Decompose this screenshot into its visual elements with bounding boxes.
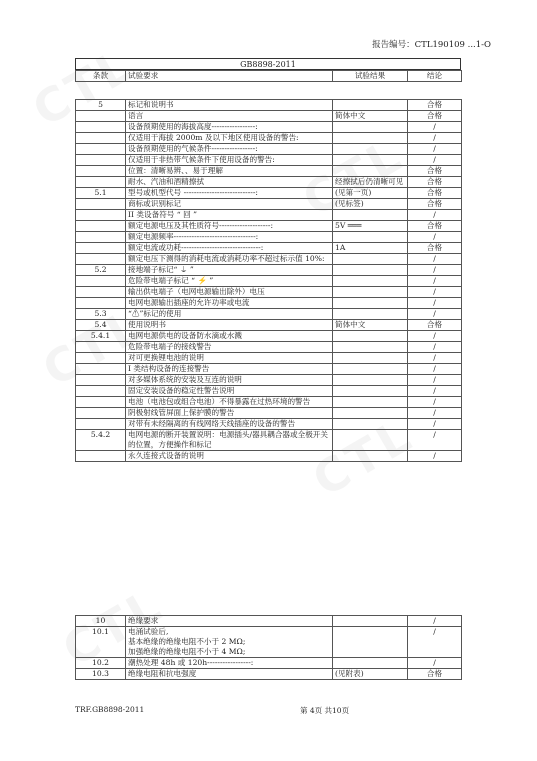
standard-title: GB8898-2011 <box>75 58 461 70</box>
table-row <box>76 111 462 122</box>
table-row <box>76 669 462 680</box>
clause-cell <box>76 133 126 144</box>
column-header-result: 试验结果 <box>333 71 408 82</box>
clause-cell <box>76 122 126 133</box>
verdict-cell: 合格 <box>408 111 462 122</box>
verdict-cell: 合格 <box>408 320 462 331</box>
requirement-cell: I 类结构设备的连接警告 <box>126 364 333 375</box>
clause-cell <box>76 386 126 397</box>
table-row <box>76 122 462 133</box>
result-cell <box>333 133 408 144</box>
form-code: TRF.GB8898-2011 <box>75 705 145 714</box>
result-cell <box>333 100 408 111</box>
table-row <box>76 276 462 287</box>
requirement-cell: 位置：清晰易辨、、易于理解 <box>126 166 333 177</box>
result-cell <box>333 451 408 462</box>
table-row <box>76 627 462 658</box>
table-row <box>76 199 462 210</box>
result-cell: 简体中文 <box>333 320 408 331</box>
clause-cell: 5.3 <box>76 309 126 320</box>
requirement-cell: 额定电源频率--------------------------------: <box>126 232 333 243</box>
clause-cell <box>76 397 126 408</box>
clause-cell <box>76 221 126 232</box>
report-number: 报告编号：CTL190109 ...1-O <box>372 40 491 50</box>
verdict-cell: / <box>408 353 462 364</box>
verdict-cell: 合格 <box>408 199 462 210</box>
verdict-cell: / <box>408 254 462 265</box>
result-cell: 1A <box>333 243 408 254</box>
clause-cell <box>76 342 126 353</box>
requirement-cell: 对带有未经隔离的有线网络天线插座的设备的警告 <box>126 419 333 430</box>
verdict-cell: / <box>408 627 462 658</box>
requirement-cell: 型号或机型代号 ----------------------------: <box>126 188 333 199</box>
result-cell <box>333 627 408 658</box>
result-cell <box>333 342 408 353</box>
table-row <box>76 155 462 166</box>
result-cell <box>333 122 408 133</box>
column-header-table <box>75 70 462 82</box>
result-cell <box>333 210 408 221</box>
requirement-cell: 电网电源输出插座的允许功率或电流 <box>126 298 333 309</box>
table-row <box>76 243 462 254</box>
requirement-cell: 额定电流或功耗-------------------------------: <box>126 243 333 254</box>
table-row <box>76 188 462 199</box>
verdict-cell: / <box>408 375 462 386</box>
table-row <box>76 331 462 342</box>
verdict-cell: 合格 <box>408 166 462 177</box>
verdict-cell: / <box>408 658 462 669</box>
table-row <box>76 177 462 188</box>
verdict-cell: 合格 <box>408 188 462 199</box>
table-row <box>76 451 462 462</box>
table-row <box>76 287 462 298</box>
result-cell <box>333 353 408 364</box>
result-cell <box>333 144 408 155</box>
result-cell <box>333 309 408 320</box>
verdict-cell: 合格 <box>408 221 462 232</box>
result-cell <box>333 265 408 276</box>
verdict-cell: 合格 <box>408 100 462 111</box>
requirement-cell: 固定安装设备的稳定性警告说明 <box>126 386 333 397</box>
requirement-cell: 额定电源电压及其性质符号--------------------: <box>126 221 333 232</box>
requirement-cell: “⚠”标记的使用 <box>126 309 333 320</box>
verdict-cell: / <box>408 276 462 287</box>
clause-cell: 10.3 <box>76 669 126 680</box>
result-cell: 简体中文 <box>333 111 408 122</box>
verdict-cell: / <box>408 133 462 144</box>
verdict-cell: / <box>408 451 462 462</box>
result-cell <box>333 166 408 177</box>
requirement-cell: 对可更换锂电池的说明 <box>126 353 333 364</box>
clause-cell <box>76 243 126 254</box>
result-cell <box>333 397 408 408</box>
verdict-cell: 合格 <box>408 669 462 680</box>
clause-cell <box>76 177 126 188</box>
clause-cell: 10.1 <box>76 627 126 658</box>
clause-cell <box>76 254 126 265</box>
clause-cell <box>76 451 126 462</box>
clause-cell <box>76 144 126 155</box>
verdict-cell: / <box>408 210 462 221</box>
requirement-cell: 接地端子标记“ ⏚ ” <box>126 265 333 276</box>
requirement-cell: 电涌试验后, 基本绝缘的绝缘电阻不小于 2 MΩ; 加强绝缘的绝缘电阻不小于 4 MΩ; <box>126 627 333 658</box>
table-row <box>76 100 462 111</box>
result-cell <box>333 331 408 342</box>
clause-cell: 10 <box>76 616 126 627</box>
requirement-cell: 设备预期使用的气候条件-----------------: <box>126 144 333 155</box>
clause-cell: 5 <box>76 100 126 111</box>
table-row <box>76 265 462 276</box>
requirement-cell: 设备预期使用的海拔高度-----------------: <box>126 122 333 133</box>
requirement-cell: 输出供电端子（电网电源输出除外）电压 <box>126 287 333 298</box>
result-cell <box>333 155 408 166</box>
table-row <box>76 430 462 451</box>
clause-cell <box>76 298 126 309</box>
clause-cell <box>76 276 126 287</box>
clause-cell <box>76 166 126 177</box>
verdict-cell: / <box>408 364 462 375</box>
table-row <box>76 133 462 144</box>
clause-cell <box>76 408 126 419</box>
clause-cell: 5.4 <box>76 320 126 331</box>
requirement-cell: 危险带电端子的接线警告 <box>126 342 333 353</box>
requirement-cell: 危险带电端子标记 “ ⚡ ” <box>126 276 333 287</box>
table-row <box>76 408 462 419</box>
requirement-cell: 商标或识别标记 <box>126 199 333 210</box>
clause-cell <box>76 210 126 221</box>
table-row <box>76 232 462 243</box>
requirement-cell: 绝缘要求 <box>126 616 333 627</box>
clause-table-marking <box>75 99 462 462</box>
result-cell: (见附表) <box>333 669 408 680</box>
requirement-cell: 永久连接式设备的说明 <box>126 451 333 462</box>
requirement-cell: 仅适用于非热带气候条件下使用设备的警告: <box>126 155 333 166</box>
result-cell <box>333 386 408 397</box>
table-row <box>76 166 462 177</box>
verdict-cell: / <box>408 287 462 298</box>
clause-cell <box>76 287 126 298</box>
table-row <box>76 298 462 309</box>
result-cell: 5V ═══ <box>333 221 408 232</box>
clause-cell: 10.2 <box>76 658 126 669</box>
requirement-cell: II 类设备符号 “ 回 ” <box>126 210 333 221</box>
table-row <box>76 254 462 265</box>
table-row <box>76 419 462 430</box>
requirement-cell: 阴极射线管屏面上保护膜的警告 <box>126 408 333 419</box>
table-row <box>76 386 462 397</box>
clause-cell <box>76 111 126 122</box>
requirement-cell: 标记和说明书 <box>126 100 333 111</box>
column-header-requirement: 试验要求 <box>126 71 333 82</box>
verdict-cell: / <box>408 144 462 155</box>
result-cell: 经擦拭后仍清晰可见 <box>333 177 408 188</box>
clause-cell: 5.4.1 <box>76 331 126 342</box>
verdict-cell: / <box>408 309 462 320</box>
requirement-cell: 电网电源的断开装置说明：电源插头/器具耦合器或全极开关的位置，方便操作和标记 <box>126 430 333 451</box>
result-cell: (见第一页) <box>333 188 408 199</box>
clause-cell <box>76 419 126 430</box>
column-header-clause: 条款 <box>76 71 126 82</box>
table-row <box>76 210 462 221</box>
requirement-cell: 使用说明书 <box>126 320 333 331</box>
result-cell: (见标签) <box>333 199 408 210</box>
table-row <box>76 144 462 155</box>
result-cell <box>333 375 408 386</box>
requirement-cell: 电池（电池包或组合电池）不得暴露在过热环境的警告 <box>126 397 333 408</box>
result-cell <box>333 287 408 298</box>
table-row <box>76 658 462 669</box>
requirement-cell: 仅适用于海拔 2000m 及以下地区使用设备的警告: <box>126 133 333 144</box>
column-header-verdict: 结论 <box>408 71 462 82</box>
clause-cell: 5.2 <box>76 265 126 276</box>
verdict-cell: / <box>408 342 462 353</box>
result-cell <box>333 364 408 375</box>
verdict-cell: / <box>408 430 462 451</box>
table-row <box>76 309 462 320</box>
clause-table-insulation <box>75 615 462 680</box>
table-row <box>76 397 462 408</box>
result-cell <box>333 658 408 669</box>
clause-cell <box>76 199 126 210</box>
clause-cell <box>76 364 126 375</box>
requirement-cell: 电网电源供电的设备防水滴或水溅 <box>126 331 333 342</box>
verdict-cell: / <box>408 232 462 243</box>
verdict-cell: / <box>408 397 462 408</box>
result-cell <box>333 419 408 430</box>
result-cell <box>333 254 408 265</box>
verdict-cell: 合格 <box>408 243 462 254</box>
requirement-cell: 绝缘电阻和抗电强度 <box>126 669 333 680</box>
table-row <box>76 375 462 386</box>
verdict-cell: / <box>408 265 462 276</box>
page-number: 第 4页 共10页 <box>300 706 350 715</box>
verdict-cell: / <box>408 122 462 133</box>
verdict-cell: / <box>408 155 462 166</box>
table-row <box>76 364 462 375</box>
table-row <box>76 342 462 353</box>
result-cell <box>333 298 408 309</box>
clause-cell <box>76 232 126 243</box>
verdict-cell: 合格 <box>408 177 462 188</box>
requirement-cell: 额定电压下测得的消耗电流或消耗功率不超过标示值 10%: <box>126 254 333 265</box>
result-cell <box>333 232 408 243</box>
result-cell <box>333 616 408 627</box>
verdict-cell: / <box>408 419 462 430</box>
table-row <box>76 353 462 364</box>
clause-cell <box>76 353 126 364</box>
result-cell <box>333 430 408 451</box>
clause-cell: 5.4.2 <box>76 430 126 451</box>
verdict-cell: / <box>408 331 462 342</box>
result-cell <box>333 408 408 419</box>
clause-cell <box>76 375 126 386</box>
clause-cell <box>76 155 126 166</box>
verdict-cell: / <box>408 386 462 397</box>
verdict-cell: / <box>408 408 462 419</box>
clause-cell: 5.1 <box>76 188 126 199</box>
requirement-cell: 潮热处理 48h 或 120h-----------------: <box>126 658 333 669</box>
requirement-cell: 语言 <box>126 111 333 122</box>
requirement-cell: 对多媒体系统的安装及互连的说明 <box>126 375 333 386</box>
result-cell <box>333 276 408 287</box>
table-row <box>76 616 462 627</box>
requirement-cell: 耐水、汽油和酒精擦拭 <box>126 177 333 188</box>
verdict-cell: / <box>408 298 462 309</box>
table-row <box>76 320 462 331</box>
verdict-cell: / <box>408 616 462 627</box>
table-row <box>76 221 462 232</box>
